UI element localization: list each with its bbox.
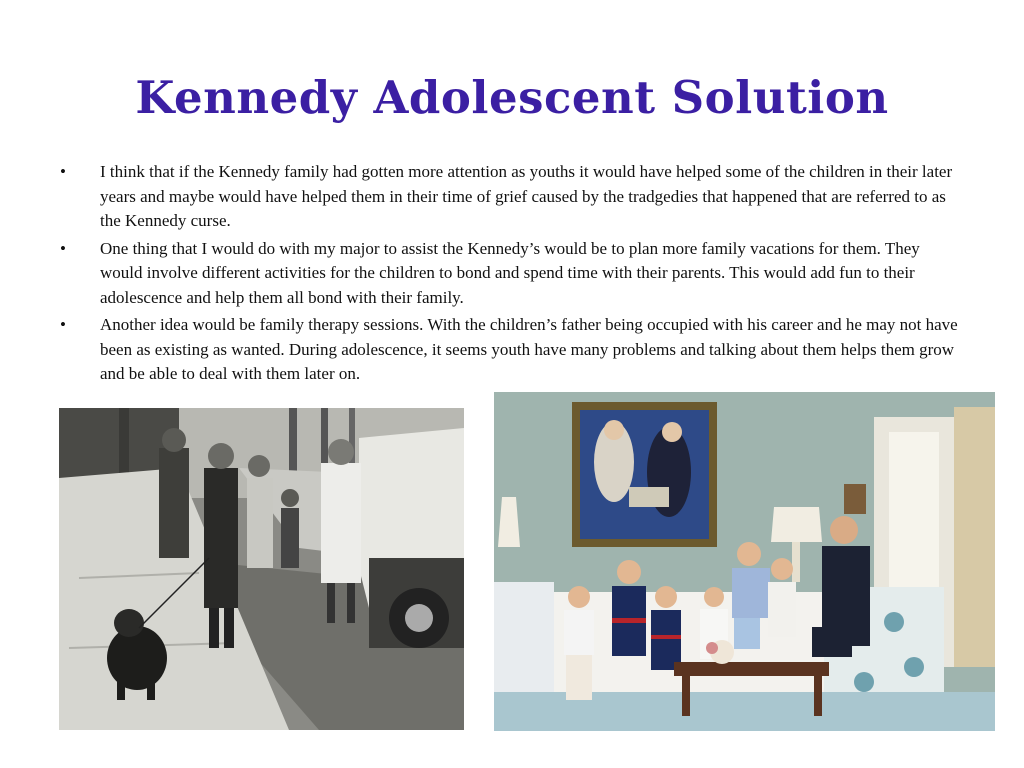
bullet-marker: • <box>60 238 66 258</box>
bullet-item <box>60 237 965 311</box>
family-sidewalk-photo <box>59 408 464 730</box>
slide-title: Kennedy Adolescent Solution <box>135 71 889 124</box>
bullet-text: I think that if the Kennedy family had gotten more attention as youths it would have helped some of the children in their later years and maybe would have helped them in their time of grief caused by the tradgedies that happened that are referred to as the Kennedy curse. <box>100 162 953 230</box>
family-living-room-photo <box>494 392 995 731</box>
bullet-marker: • <box>60 162 66 181</box>
bullet-marker: • <box>60 315 66 334</box>
bullet-text: Another idea would be family therapy sessions. With the children’s father being occupied with his career and he may not have been as existing as wanted. During adolescence, it seems youth have many problems and talking about them helps them grow and be able to deal with them later on. <box>100 315 958 383</box>
bullet-item <box>60 160 965 234</box>
bullet-text: One thing that I would do with my major to assist the Kennedy’s would be to plan more family vacations for them. They would involve different activities for the children to bond and spend time with their parents. This would add fun to their adolescence and help them all bond with their family. <box>100 238 920 307</box>
bullet-item <box>60 313 965 387</box>
bullet-list <box>60 160 965 390</box>
